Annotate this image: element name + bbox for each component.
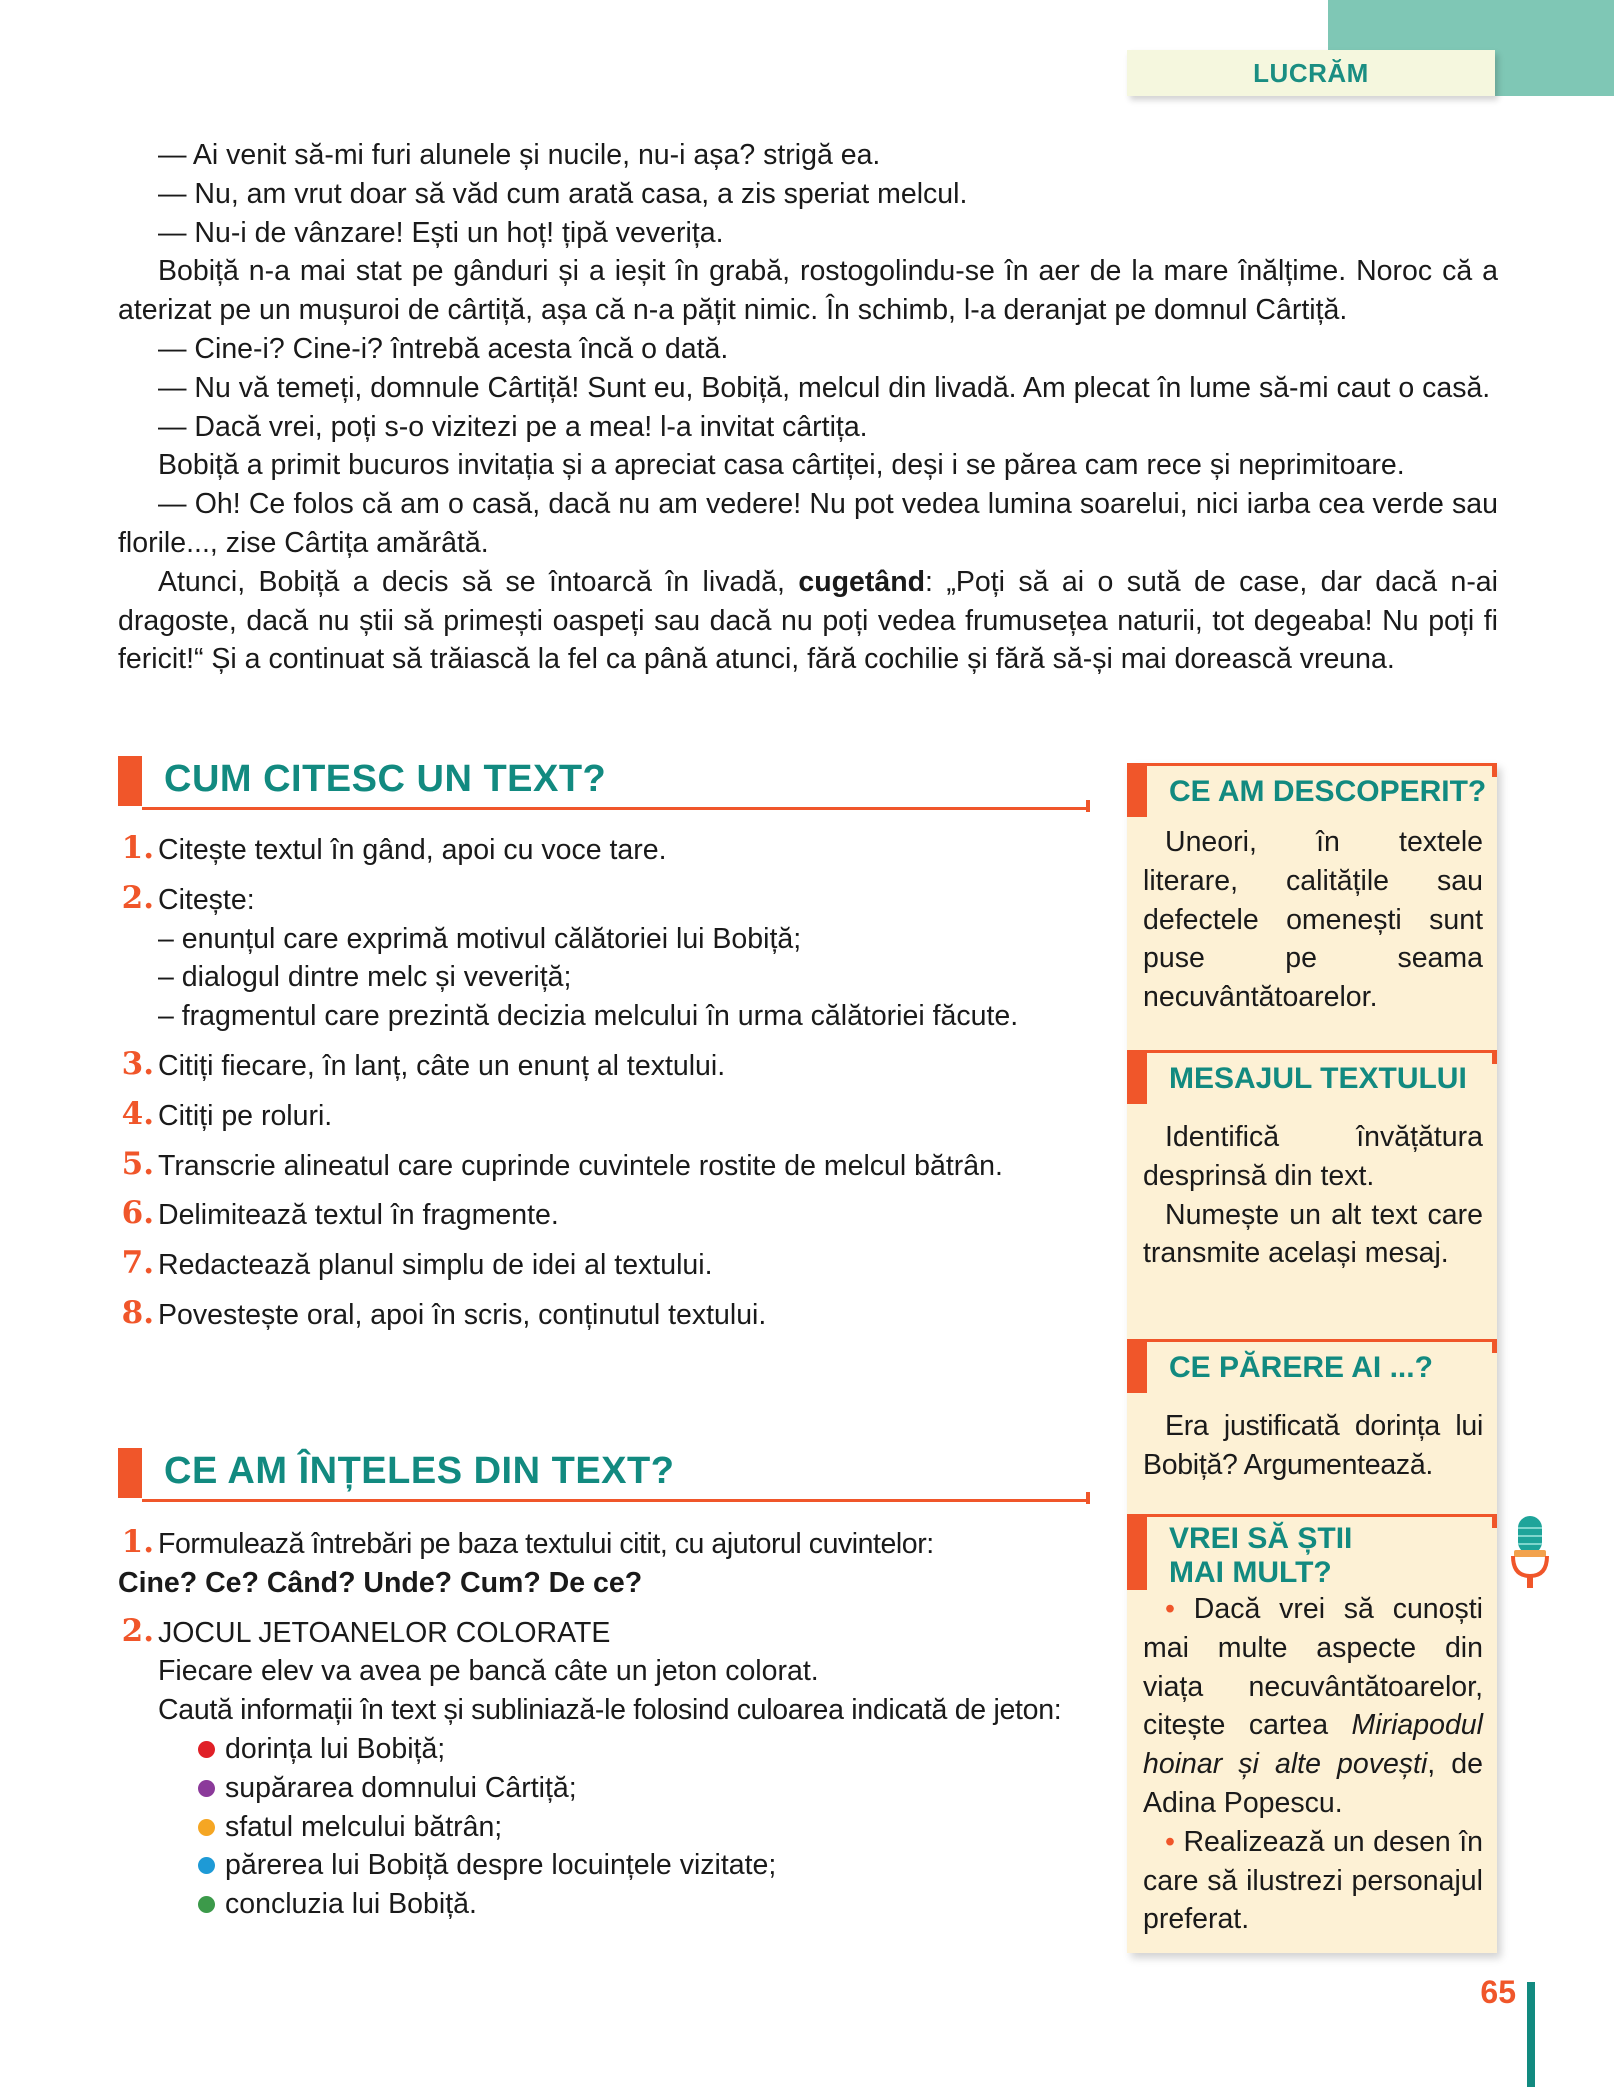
task-text: Citește textul în gând, apoi cu voce tare. [158, 834, 667, 866]
task-item [118, 1097, 1068, 1136]
task-text: Citește: [158, 883, 255, 916]
task-line: Fiecare elev va avea pe bancă câte un jeton colorat. [158, 1655, 819, 1688]
bullet-mark: • [1165, 1593, 1175, 1625]
text-run: Atunci, Bobiță a decis să se întoarcă în livadă, [158, 565, 799, 598]
sidebar-box-discovered [1127, 763, 1497, 1029]
color-bullet [118, 1808, 1070, 1847]
box-text: Era justificată dorința lui Bobiță? Argumentează. [1143, 1410, 1483, 1481]
color-dot [198, 1819, 215, 1836]
section-tag: LUCRĂM [1127, 50, 1495, 96]
task-text: Delimitează textul în fragmente. [158, 1199, 559, 1232]
bullet-text: concluzia lui Bobiță. [225, 1888, 477, 1921]
task-number: 1. [121, 1524, 154, 1560]
box-text: Identifică învățătura desprinsă din text. [1143, 1121, 1483, 1192]
task-text: Citiți pe roluri. [158, 1099, 333, 1132]
understanding-tasks [118, 1525, 1070, 1924]
story-paragraph: — Dacă vrei, poți s-o vizitezi pe a mea! l-a invitat cârtița. [158, 410, 868, 443]
task-item [118, 1296, 1068, 1335]
story-text [118, 136, 1498, 679]
page-bar [1527, 1982, 1535, 2087]
microphone-icon [1508, 1514, 1552, 1594]
task-text: Formulează întrebări pe baza textului citit, cu ajutorul cuvintelor: [158, 1528, 934, 1560]
section-heading-understanding [118, 1448, 1090, 1506]
box-text: Numește un alt text care transmite același mesaj. [1143, 1198, 1483, 1270]
task-item [118, 881, 1068, 920]
game-title: JOCUL JETOANELOR COLORATE [158, 1616, 611, 1649]
task-text: Citiți fiecare, în lanț, câte un enunț al textului. [158, 1049, 726, 1082]
box-title: MAI MULT? [1169, 1556, 1332, 1589]
sidebar-box-learn-more [1127, 1514, 1497, 1951]
bullet-text: dorința lui Bobiță; [225, 1732, 446, 1765]
sidebar-box-message [1127, 1050, 1497, 1285]
box-title: CE PĂRERE AI ...? [1169, 1351, 1433, 1384]
box-text: Uneori, în textele literare, calitățile sau defectele omenești sunt puse pe seama necuvântătoarelor. [1143, 826, 1483, 1014]
color-bullet [118, 1769, 1070, 1808]
story-paragraph: — Ai venit să-mi furi alunele și nucile, nu-i așa? strigă ea. [158, 139, 881, 171]
color-bullet [118, 1730, 1070, 1769]
reading-tasks [118, 831, 1068, 1335]
task-number: 7. [121, 1245, 154, 1282]
task-item [118, 831, 1068, 870]
task-number: 2. [121, 1612, 154, 1649]
story-paragraph: — Oh! Ce folos că am o casă, dacă nu am vedere! Nu pot vedea lumina soarelui, nici iarba cea verde sau florile..., zise Cârtița amărâtă. [118, 488, 1498, 559]
task-item [118, 1246, 1068, 1285]
bold-word: cugetând [798, 565, 926, 598]
story-paragraph: — Nu vă temeți, domnule Cârtiță! Sunt eu, Bobiță, melcul din livadă. Am plecat în lume să-mi caut o casă. [158, 371, 1491, 404]
subtask: – fragmentul care prezintă decizia melcului în urma călătoriei făcute. [158, 1000, 1019, 1033]
task-number: 6. [121, 1195, 154, 1232]
task-item [118, 1047, 1068, 1086]
book-title: Miriapodul hoinar și alte povești [1143, 1709, 1483, 1781]
text-run: : „Poți să ai o sută de case, dar dacă n-ai dragoste, dacă nu știi să primești oaspeți sau dacă nu poți vedea frumusețea naturii, tot degeaba! Nu poți fi fericit!“ Și a continuat să trăiască la fel ca până atunci, fără cochilie și fără să-și mai dorească vreuna. [118, 565, 1498, 676]
subtask: – dialogul dintre melc și veveriță; [158, 961, 572, 994]
bullet-text: părerea lui Bobiță despre locuințele vizitate; [225, 1849, 777, 1882]
box-text [1143, 1823, 1483, 1939]
heading-tick [1086, 1492, 1090, 1504]
section-title: CE AM ÎNȚELES DIN TEXT? [164, 1450, 675, 1492]
bullet-text: sfatul melcului bătrân; [225, 1810, 503, 1843]
task-number: 8. [121, 1294, 154, 1331]
story-last-paragraph [118, 563, 1498, 679]
question-words: Cine? Ce? Când? Unde? Cum? De ce? [118, 1566, 643, 1599]
task-number: 4. [121, 1095, 154, 1132]
story-paragraph: — Nu, am vrut doar să văd cum arată casa, a zis speriat melcul. [158, 177, 968, 210]
color-dot [198, 1741, 215, 1758]
heading-bar [118, 1448, 142, 1498]
color-bullet [118, 1846, 1070, 1885]
task-item [118, 1614, 1070, 1730]
sidebar-box-opinion [1127, 1339, 1497, 1497]
task-number: 5. [121, 1145, 154, 1182]
task-text: Redactează planul simplu de idei al textului. [158, 1249, 713, 1282]
story-paragraph: — Cine-i? Cine-i? întrebă acesta încă o dată. [158, 332, 729, 365]
box-text [1143, 1590, 1483, 1823]
text-run: , de Adina Popescu. [1143, 1748, 1483, 1819]
section-heading-how-to-read [118, 756, 1090, 814]
heading-bar [118, 756, 142, 806]
story-paragraph: Bobiță a primit bucuros invitația și a apreciat casa cârtiței, deși i se părea cam rece și neprimitoare. [158, 449, 1405, 482]
box-title: VREI SĂ ȘTII [1169, 1522, 1353, 1555]
task-number: 2. [121, 879, 154, 916]
text-run: Realizează un desen în care să ilustrezi personajul preferat. [1143, 1825, 1484, 1936]
task-item [118, 1196, 1068, 1235]
text-run: Dacă vrei să cunoști mai multe aspecte din viața necuvântătoarelor, citește cartea [1143, 1593, 1483, 1742]
story-paragraph: — Nu-i de vânzare! Ești un hoț! țipă veverița. [158, 216, 724, 249]
heading-tick [1086, 800, 1090, 812]
bullet-text: supărarea domnului Cârtiță; [225, 1771, 577, 1804]
heading-underline [142, 1499, 1090, 1502]
story-paragraph: Bobiță n-a mai stat pe gânduri și a ieșit în grabă, rostogolindu-se în aer de la mare înălțime. Noroc că a aterizat pe un mușuroi de cârtiță, așa că n-a pățit nimic. În schimb, l-a deranjat pe domnul Cârtiță. [118, 255, 1498, 327]
box-title: MESAJUL TEXTULUI [1169, 1062, 1467, 1095]
task-number: 3. [121, 1045, 154, 1082]
task-line: Caută informații în text și subliniază-le folosind culoarea indicată de jeton: [158, 1694, 1062, 1727]
box-title: CE AM DESCOPERIT? [1169, 775, 1487, 808]
page-number: 65 [1480, 1974, 1516, 2010]
bullet-mark: • [1165, 1825, 1175, 1858]
task-item [118, 1147, 1068, 1186]
task-text: Transcrie alineatul care cuprinde cuvintele rostite de melcul bătrân. [158, 1149, 1003, 1182]
section-title: CUM CITESC UN TEXT? [164, 758, 607, 800]
task-number: 1. [121, 830, 154, 866]
color-dot [198, 1780, 215, 1797]
subtask: – enunțul care exprimă motivul călătoriei lui Bobiță; [158, 922, 802, 955]
color-bullet [118, 1885, 1070, 1924]
heading-underline [142, 807, 1090, 810]
task-item [118, 1525, 1070, 1603]
task-text: Povestește oral, apoi în scris, conținutul textului. [158, 1298, 767, 1331]
